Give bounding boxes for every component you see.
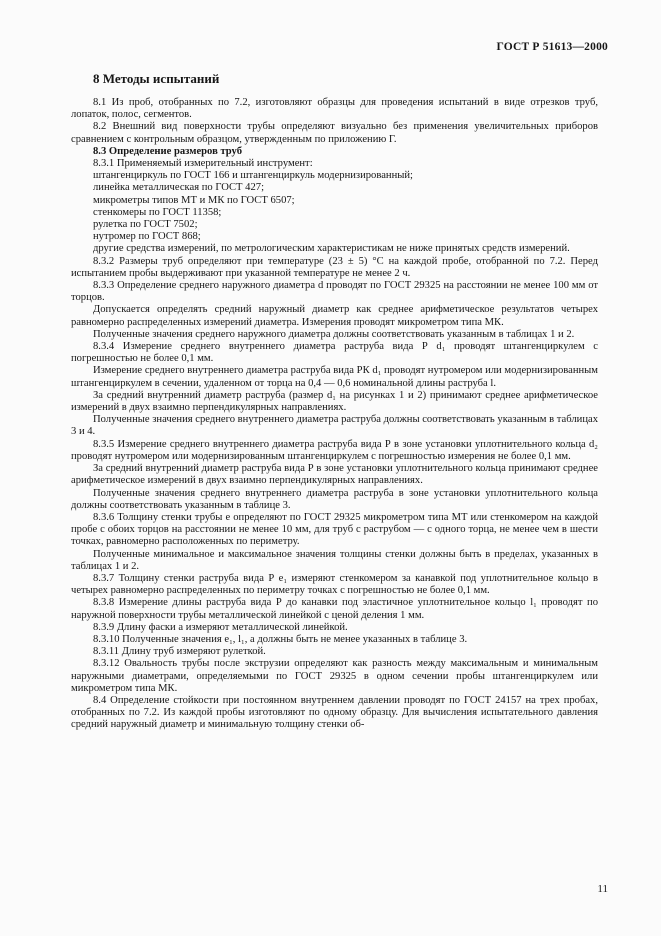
paragraph: Полученные значения среднего внутреннего диаметра раструба в зоне установки уплотнительного кольца должны соответствовать указанным в таблице 3. — [71, 487, 598, 511]
document-header: ГОСТ Р 51613—2000 — [496, 41, 608, 53]
paragraph-8-3-4: 8.3.4 Измерение среднего внутреннего диаметра раструба вида Р d₁ проводят штангенциркулем с погрешностью не более 0,1 мм. — [71, 341, 598, 365]
body-text — [71, 97, 598, 732]
paragraph-8-3-1: 8.3.1 Применяемый измерительный инструмент: — [93, 158, 313, 170]
paragraph-8-3-8: 8.3.8 Измерение длины раструба вида Р до канавки под эластичное уплотнительное кольцо l₁ проводят по наружной поверхности трубы металлической линейкой с ценой деления 1 мм. — [71, 597, 598, 621]
paragraph-8-3-12: 8.3.12 Овальность трубы после экструзии определяют как разность между максимальным и минимальным наружными диаметрами, определяемыми по ГОСТ 29325 в одном сечении пробы штангенциркулем или микрометром типа МК. — [71, 658, 598, 694]
paragraph-8-3-5: 8.3.5 Измерение среднего внутреннего диаметра раструба вида Р в зоне установки уплотнительного кольца d₂ проводят нутромером или модернизированным штангенциркулем с погрешностью измерения не более 0,1 мм. — [71, 438, 598, 462]
paragraph: Измерение среднего внутреннего диаметра раструба вида РК d₁ проводят нутромером или модернизированным штангенциркулем в сечении, удаленном от торца на 0,4 — 0,6 номинальной длины раструба l. — [71, 365, 598, 389]
paragraph-8-3-11: 8.3.11 Длину труб измеряют рулеткой. — [93, 646, 266, 658]
paragraph-8-1: 8.1 Из проб, отобранных по 7.2, изготовляют образцы для проведения испытаний в виде отрезков труб, лопаток, полос, сегментов. — [71, 97, 598, 121]
subsection-heading-8-3: 8.3 Определение размеров труб — [93, 145, 243, 157]
instrument-list-item: линейка металлическая по ГОСТ 427; — [93, 182, 265, 194]
instrument-list-item: штангенциркуль по ГОСТ 166 и штангенциркуль модернизированный; — [93, 170, 413, 182]
paragraph-8-3-10: 8.3.10 Полученные значения e₁, l₁, a должны быть не менее указанных в таблице 3. — [93, 633, 468, 645]
paragraph-8-2: 8.2 Внешний вид поверхности трубы определяют визуально без применения увеличительных приборов сравнением с контрольным образцом, утвержденным по приложению Г. — [71, 121, 598, 145]
instrument-list-item: стенкомеры по ГОСТ 11358; — [93, 206, 222, 218]
paragraph: Полученные значения среднего внутреннего диаметра раструба должны соответствовать указанным в таблицах 3 и 4. — [71, 414, 598, 438]
paragraph: Полученные значения среднего наружного диаметра должны соответствовать указанным в таблицах 1 и 2. — [93, 328, 575, 340]
section-title: 8 Методы испытаний — [93, 71, 220, 86]
paragraph-8-3-2: 8.3.2 Размеры труб определяют при температуре (23 ± 5) °С на каждой пробе, отобранной по 7.2. Перед испытанием пробы выдерживают при указанной температуре не менее 2 ч. — [71, 255, 598, 279]
paragraph-8-3-7: 8.3.7 Толщину стенки раструба вида Р e₁ измеряют стенкомером за канавкой под уплотнительное кольцо в четырех равномерно распределенных по периметру точках с погрешностью не более 0,1 мм. — [71, 572, 598, 597]
paragraph: Полученные минимальное и максимальное значения толщины стенки должны быть в пределах, указанных в таблицах 1 и 2. — [71, 548, 598, 572]
paragraph: Допускается определять средний наружный диаметр как среднее арифметическое результатов четырех равномерно распределенных измерений диаметра. Измерения проводят микрометром типа МК. — [71, 304, 598, 328]
paragraph-8-3-9: 8.3.9 Длину фаски a измеряют металлической линейкой. — [93, 621, 348, 633]
page-number: 11 — [597, 883, 608, 895]
paragraph-8-4: 8.4 Определение стойкости при постоянном внутреннем давлении проводят по ГОСТ 24157 на трех пробах, отобранных по 7.2. Из каждой пробы изготовляют по одному образцу. Для вычисления испытательного давления средний наружный диаметр и минимальную толщину стенки об- — [71, 694, 598, 731]
instrument-list-item: рулетка по ГОСТ 7502; — [93, 219, 198, 231]
paragraph-8-3-6: 8.3.6 Толщину стенки трубы e определяют по ГОСТ 29325 микрометром типа МТ или стенкомером на каждой пробе с обоих торцов на расстоянии не менее 10 мм, для труб с раструбом — с одного торца, не менее чем в шести точках, равномерно расположенных по периметру. — [71, 511, 598, 548]
paragraph-8-3-3: 8.3.3 Определение среднего наружного диаметра d проводят по ГОСТ 29325 на расстоянии не менее 100 мм от торцов. — [71, 280, 598, 304]
paragraph: За средний внутренний диаметр раструба (размер d₁ на рисунках 1 и 2) принимают среднее арифметическое измерений в двух взаимно перпендикулярных направлениях. — [71, 389, 598, 414]
instrument-list-item: нутромер по ГОСТ 868; — [93, 231, 201, 243]
instrument-list-item: другие средства измерений, по метрологическим характеристикам не ниже принятых средств измерений. — [93, 243, 570, 255]
instrument-list-item: микрометры типов МТ и МК по ГОСТ 6507; — [93, 194, 295, 206]
paragraph: За средний внутренний диаметр раструба вида Р в зоне установки уплотнительного кольца принимают среднее арифметическое измерений в двух взаимно перпендикулярных направлениях. — [71, 463, 598, 487]
